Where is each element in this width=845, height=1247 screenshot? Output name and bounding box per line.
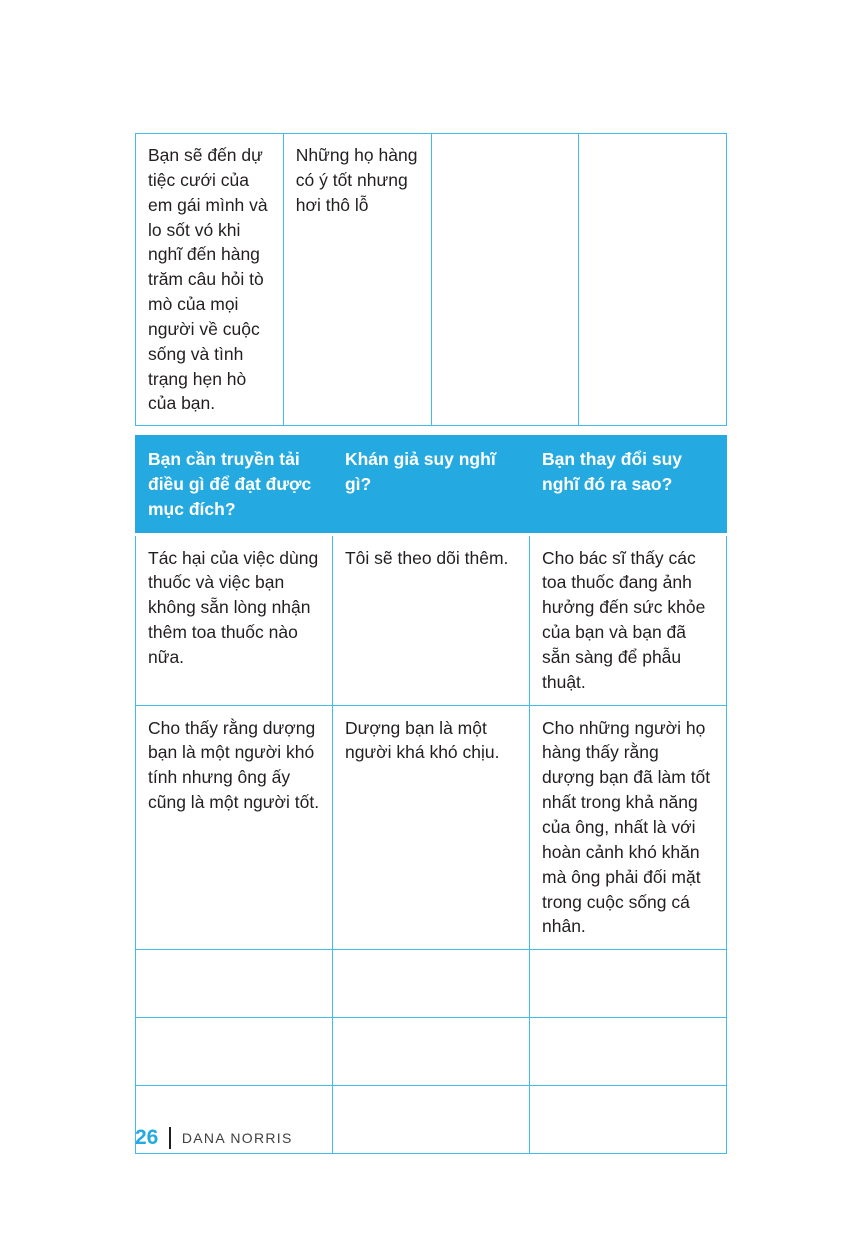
table-header-row (136, 436, 727, 535)
table-header-cell: Bạn thay đổi suy nghĩ đó ra sao? (530, 436, 727, 535)
table-cell-empty (431, 134, 579, 426)
footer-divider (169, 1127, 171, 1149)
table-cell: Tôi sẽ theo dõi thêm. (332, 534, 529, 705)
table-cell-empty (136, 1018, 333, 1086)
page-footer (135, 1122, 293, 1154)
table-cell-empty (332, 1018, 529, 1086)
table-cell-empty (136, 950, 333, 1018)
table-cell-empty (332, 950, 529, 1018)
page-number: 26 (135, 1126, 159, 1149)
table-cell: Tác hại của việc dùng thuốc và việc bạn không sẵn lòng nhận thêm toa thuốc nào nữa. (136, 534, 333, 705)
table-cell-empty (530, 1018, 727, 1086)
table-cell: Bạn sẽ đến dự tiệc cưới của em gái mình và lo sốt vó khi nghĩ đến hàng trăm câu hỏi tò mò của mọi người về cuộc sống và tình trạng hẹn hò của bạn. (136, 134, 284, 426)
table-row (136, 705, 727, 950)
table-row (136, 134, 727, 426)
table-row (136, 1018, 727, 1086)
table-cell-empty (332, 1086, 529, 1154)
table-cell: Dượng bạn là một người khá khó chịu. (332, 705, 529, 950)
worksheet-table-main (135, 435, 727, 1154)
worksheet-table-top (135, 133, 727, 426)
table-cell: Cho những người họ hàng thấy rằng dượng bạn đã làm tốt nhất trong khả năng của ông, nhất là với hoàn cảnh khó khăn mà ông phải đối mặt trong cuộc sống cá nhân. (530, 705, 727, 950)
table-cell: Cho thấy rằng dượng bạn là một người khó tính nhưng ông ấy cũng là một người tốt. (136, 705, 333, 950)
table-cell-empty (579, 134, 727, 426)
table-cell-empty (530, 1086, 727, 1154)
table-cell: Cho bác sĩ thấy các toa thuốc đang ảnh hưởng đến sức khỏe của bạn và bạn đã sẵn sàng để phẫu thuật. (530, 534, 727, 705)
table-cell-empty (530, 950, 727, 1018)
table-row (136, 534, 727, 705)
table-header-cell: Bạn cần truyền tải điều gì để đạt được mục đích? (136, 436, 333, 535)
table-header-cell: Khán giả suy nghĩ gì? (332, 436, 529, 535)
author-name: DANA NORRIS (181, 1130, 293, 1146)
table-cell: Những họ hàng có ý tốt nhưng hơi thô lỗ (283, 134, 431, 426)
table-row (136, 950, 727, 1018)
